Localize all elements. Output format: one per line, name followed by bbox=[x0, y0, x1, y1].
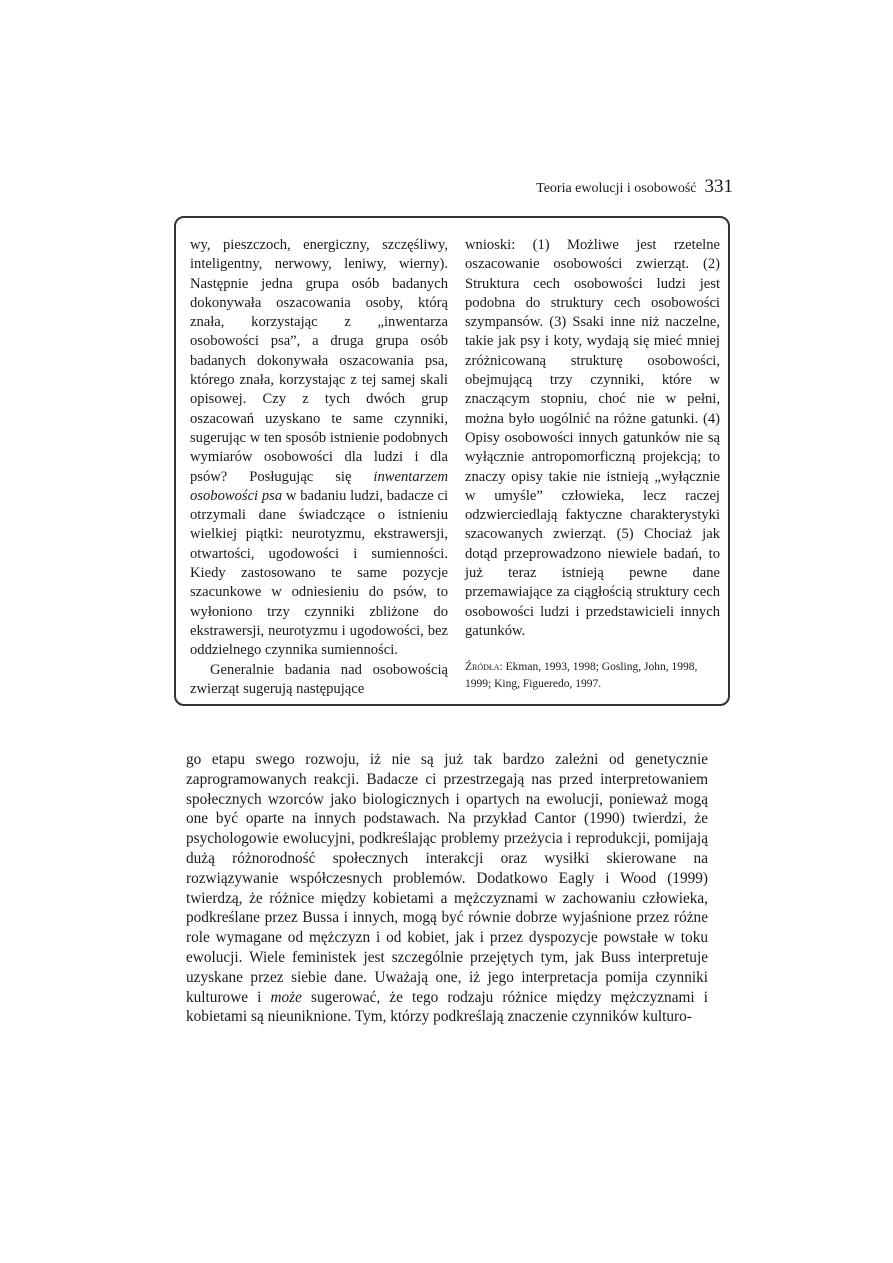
main-text-span: go etapu swego rozwoju, iż nie są już tak bardzo zależni od genetycznie zaprogramowanych reakcji. Badacze ci przestrzegają nas przed interpretowaniem społecznych wzorców jako biologicznych i opartych na ewolucji, ponieważ mogą one być oparte na innych podstawach. Na przykład Cantor (1990) twierdzi, że psychologowie ewolucyjni, podkreślając problemy przeżycia i reprodukcji, pomijają dużą różnorodność społecznych interakcji oraz wysiłki skierowane na rozwiązywanie współczesnych problemów. Dodatkowo Eagly i Wood (1999) twierdzą, że różnice między kobietami a mężczyznami w zachowaniu człowieka, podkreślane przez Bussa i innych, mogą być równie dobrze wyjaśnione przez różne role wymagane od mężczyzn i od kobiet, jak i przez dyspozycje powstałe w toku ewolucji. Wiele feministek jest szczególnie przejętych tym, jak Buss interpretuje uzyskane przez siebie dane. Uważają one, iż jego interpretacja pomija czynniki kulturowe i bbox=[186, 751, 708, 1006]
box-right-column bbox=[465, 236, 720, 693]
box-left-column bbox=[190, 236, 448, 699]
sources-text: Ekman, 1993, 1998; Gosling, John, 1998, 1999; King, Figueredo, 1997. bbox=[465, 661, 698, 691]
box-paragraph: wnioski: (1) Możliwe jest rzetelne oszacowanie osobowości zwierząt. (2) Struktura cech osobowości ludzi jest podobna do struktury cech osobowości szympansów. (3) Ssaki inne niż naczelne, takie jak psy i koty, wydają się mieć mniej zróżnicowaną strukturę osobowości, obejmującą trzy czynniki, które w znaczącym stopniu, choć nie w pełni, można było uogólnić na różne gatunki. (4) Opisy osobowości innych gatunków nie są wyłącznie antropomorficzną projekcją; to znaczy opisy takie nie istnieją „wyłącznie w umyśle” człowieka, lecz raczej odzwierciedlają faktyczne charakterystyki szacowanych zwierząt. (5) Chociaż jak dotąd przeprowadzono niewiele badań, to już teraz istnieją pewne dane przemawiające za ciągłością struktury cech osobowości ludzi i przedstawicieli innych gatunków. bbox=[465, 237, 720, 639]
main-text bbox=[186, 750, 708, 1027]
box-paragraph bbox=[190, 236, 448, 661]
box-text: wy, pieszczoch, energiczny, szczęśliwy, inteligentny, nerwowy, leniwy, wierny). Następnie jedna grupa osób badanych dokonywała oszacowania osoby, którą znała, korzystając z „inwentarza osobowości psa”, a druga grupa osób badanych dokonywała oszacowania psa, którego znała, korzystając z tej samej skali opisowej. Czy z tych dwóch grup oszacowań uzyskano te same czynniki, sugerując w ten sposób istnienie podobnych wymiarów osobowości dla ludzi i dla psów? Posługując się bbox=[190, 237, 448, 485]
main-paragraph bbox=[186, 750, 708, 1027]
box-text: w badaniu ludzi, badacze ci otrzymali dane świadczące o istnieniu wielkiej piątki: neurotyzmu, ekstrawersji, otwartości, ugodowości i sumienności. Kiedy zastosowano te same pozycje szacunkowe w odniesieniu do psów, to wyłoniono trzy czynniki zbliżone do ekstrawersji, neurotyzmu i ugodowości, bez oddzielnego czynnika sumienności. bbox=[190, 487, 448, 659]
sources-label: Źródła: bbox=[465, 661, 503, 674]
running-title: Teoria ewolucji i osobowość bbox=[536, 181, 697, 196]
main-italic-word: może bbox=[270, 988, 302, 1006]
sources-note bbox=[465, 659, 720, 693]
running-header bbox=[536, 176, 733, 198]
box-paragraph: Generalnie badania nad osobowością zwierząt sugerują następujące bbox=[190, 661, 448, 697]
main-text-span: sugerować, że tego rodzaju różnice między mężczyznami i kobietami są nieuniknione. Tym, którzy podkreślają znaczenie czynników kulturo- bbox=[186, 988, 708, 1026]
box-italic-term: inwentarzem osobowości psa bbox=[190, 468, 448, 504]
page-number: 331 bbox=[704, 176, 733, 197]
